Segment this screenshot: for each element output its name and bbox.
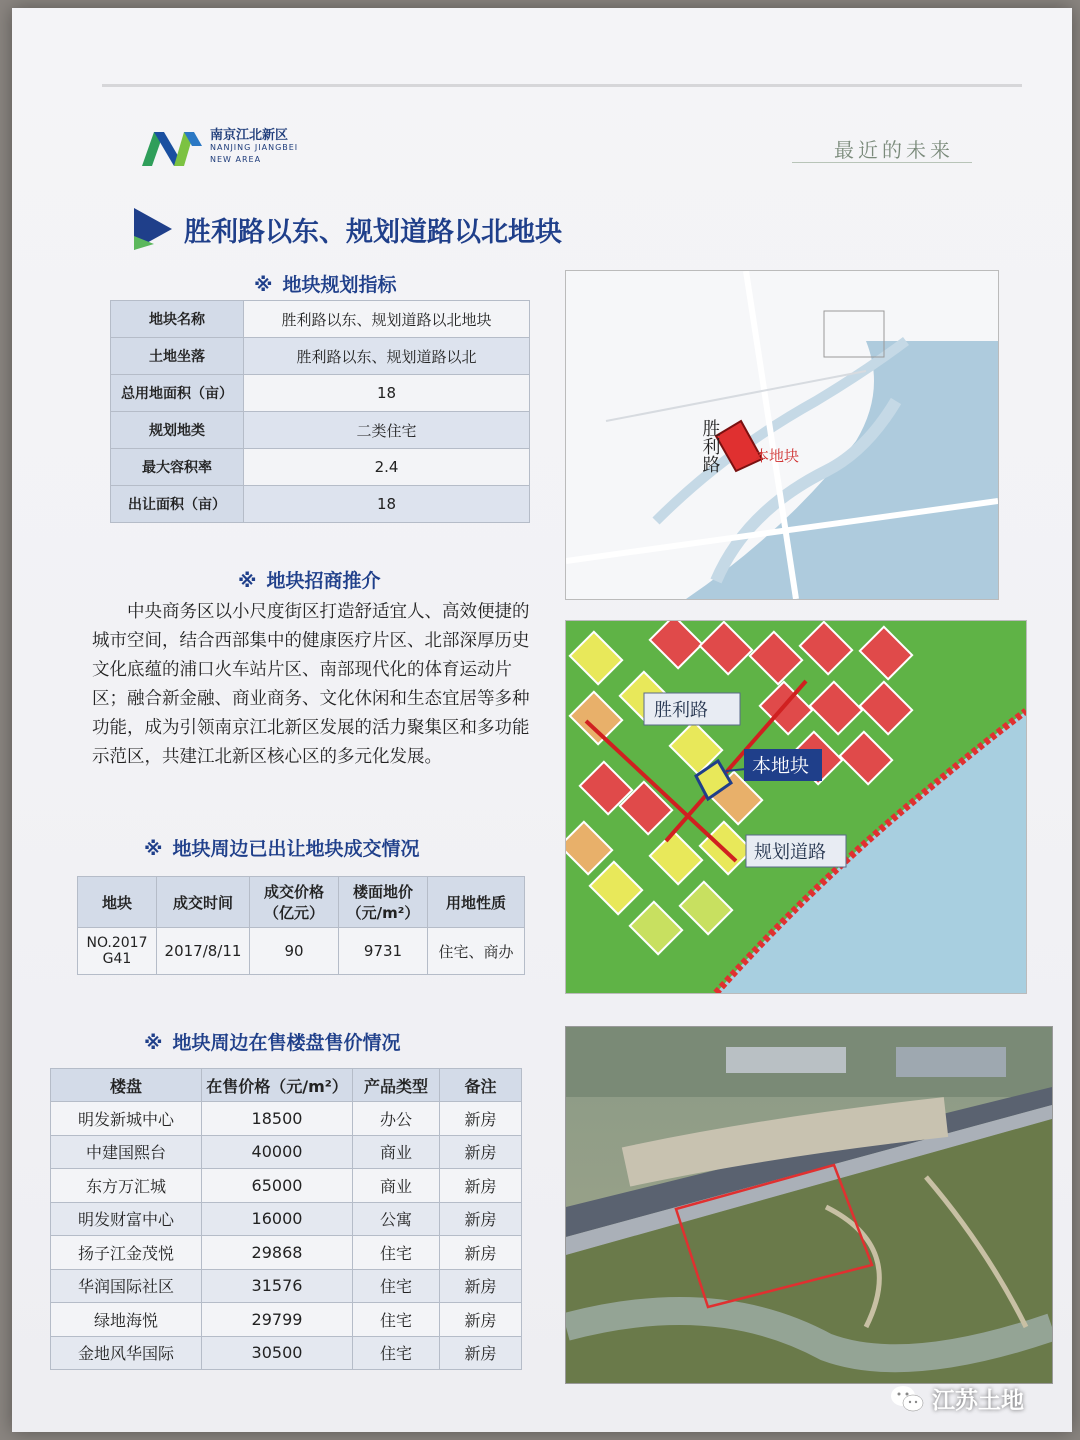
row-value: 二类住宅 xyxy=(244,412,530,449)
map2-planned-road-label: 规划道路 xyxy=(754,842,826,863)
row-value: 胜利路以东、规划道路以北地块 xyxy=(244,301,530,338)
table-cell: 90 xyxy=(250,928,339,975)
table-cell: 29799 xyxy=(202,1303,353,1337)
column-header: 备注 xyxy=(440,1069,522,1102)
section-marker: ※ xyxy=(144,838,163,860)
watermark-text: 江苏土地 xyxy=(932,1388,1024,1414)
row-value: 18 xyxy=(244,375,530,412)
column-header: 成交时间 xyxy=(157,877,250,928)
table-cell: 31576 xyxy=(202,1269,353,1303)
section-marker: ※ xyxy=(144,1032,163,1054)
watermark xyxy=(890,1382,1024,1415)
column-header: 楼盘 xyxy=(51,1069,202,1102)
table-header-row xyxy=(78,877,525,928)
table-cell: 65000 xyxy=(202,1169,353,1203)
table-cell: 住宅 xyxy=(353,1236,440,1270)
table-cell: NO.2017G41 xyxy=(78,928,157,975)
map2-plot-label: 本地块 xyxy=(752,755,810,777)
table-row xyxy=(51,1236,522,1270)
table-cell: 新房 xyxy=(440,1135,522,1169)
table-cell: 新房 xyxy=(440,1269,522,1303)
table-cell: 住宅 xyxy=(353,1269,440,1303)
table-cell: 18500 xyxy=(202,1102,353,1136)
row-value: 胜利路以东、规划道路以北 xyxy=(244,338,530,375)
table-cell: 2017/8/11 xyxy=(157,928,250,975)
section-title-text: 地块招商推介 xyxy=(266,570,381,592)
table-cell: 新房 xyxy=(440,1169,522,1203)
table-row xyxy=(111,449,530,486)
column-header: 地块 xyxy=(78,877,157,928)
table-cell: 40000 xyxy=(202,1135,353,1169)
table-cell: 扬子江金茂悦 xyxy=(51,1236,202,1270)
table-cell: 中建国熙台 xyxy=(51,1135,202,1169)
logo-mark-icon xyxy=(140,126,204,170)
table-row xyxy=(51,1202,522,1236)
table-row xyxy=(111,338,530,375)
row-value: 18 xyxy=(244,486,530,523)
section-title-promotion xyxy=(238,566,381,593)
table-row xyxy=(51,1135,522,1169)
section-title-text: 地块规划指标 xyxy=(282,274,397,296)
table-cell: 16000 xyxy=(202,1202,353,1236)
page-title: 胜利路以东、规划道路以北地块 xyxy=(184,217,562,248)
transactions-table xyxy=(77,876,525,975)
table-row xyxy=(51,1102,522,1136)
table-cell: 绿地海悦 xyxy=(51,1303,202,1337)
map1-plot-label: 本地块 xyxy=(754,447,800,465)
table-row xyxy=(111,412,530,449)
logo-chinese-name: 南京江北新区 xyxy=(210,128,289,143)
row-key: 规划地类 xyxy=(111,412,244,449)
section-title-on-sale xyxy=(144,1028,401,1055)
table-row xyxy=(111,486,530,523)
logo xyxy=(140,126,298,170)
table-row xyxy=(78,928,525,975)
table-cell: 商业 xyxy=(353,1135,440,1169)
slogan: 最近的未来 xyxy=(834,138,954,162)
table-header-row xyxy=(51,1069,522,1102)
table-cell: 办公 xyxy=(353,1102,440,1136)
table-cell: 明发新城中心 xyxy=(51,1102,202,1136)
table-cell: 29868 xyxy=(202,1236,353,1270)
table-cell: 华润国际社区 xyxy=(51,1269,202,1303)
row-key: 最大容积率 xyxy=(111,449,244,486)
table-row xyxy=(111,301,530,338)
table-cell: 金地风华国际 xyxy=(51,1336,202,1370)
title-arrow-icon xyxy=(132,206,174,252)
table-row xyxy=(51,1303,522,1337)
table-cell: 住宅、商办 xyxy=(428,928,525,975)
table-cell: 新房 xyxy=(440,1336,522,1370)
map2-road-label: 胜利路 xyxy=(654,700,708,721)
section-title-text: 地块周边在售楼盘售价情况 xyxy=(172,1032,401,1054)
section-title-planning xyxy=(254,270,397,297)
wechat-icon xyxy=(890,1384,924,1414)
table-cell: 30500 xyxy=(202,1336,353,1370)
table-cell: 东方万汇城 xyxy=(51,1169,202,1203)
section-marker: ※ xyxy=(254,274,273,296)
logo-english-name-1: NANJING JIANGBEI xyxy=(210,143,299,152)
table-cell: 新房 xyxy=(440,1236,522,1270)
table-cell: 新房 xyxy=(440,1303,522,1337)
promotion-text: 中央商务区以小尺度街区打造舒适宜人、高效便捷的城市空间，结合西部集中的健康医疗片区、北部深厚历史文化底蕴的浦口火车站片区、南部现代化的体育运动片区；融合新金融、商业商务、文化休闲和生态宜居等多种功能，成为引领南京江北新区发展的活力聚集区和多功能示范区，共建江北新区核心区的多元化发展。 xyxy=(92,602,530,767)
table-cell: 公寓 xyxy=(353,1202,440,1236)
row-key: 地块名称 xyxy=(111,301,244,338)
column-header: 用地性质 xyxy=(428,877,525,928)
slogan-underline xyxy=(792,162,972,163)
table-row xyxy=(51,1336,522,1370)
map1-road-label: 胜利路 xyxy=(699,419,721,473)
section-title-text: 地块周边已出让地块成交情况 xyxy=(172,838,420,860)
column-header: 在售价格（元/m²） xyxy=(202,1069,353,1102)
table-cell: 新房 xyxy=(440,1202,522,1236)
table-row xyxy=(51,1269,522,1303)
column-header: 产品类型 xyxy=(353,1069,440,1102)
table-row xyxy=(111,375,530,412)
location-map xyxy=(565,270,999,600)
zoning-map xyxy=(565,620,1027,994)
table-cell: 9731 xyxy=(339,928,428,975)
column-header: 成交价格（亿元） xyxy=(250,877,339,928)
table-cell: 商业 xyxy=(353,1169,440,1203)
table-cell: 新房 xyxy=(440,1102,522,1136)
table-cell: 住宅 xyxy=(353,1336,440,1370)
top-rule xyxy=(102,84,1022,87)
document-page xyxy=(12,8,1072,1432)
table-cell: 明发财富中心 xyxy=(51,1202,202,1236)
row-key: 土地坐落 xyxy=(111,338,244,375)
planning-indicators-table xyxy=(110,300,530,523)
on-sale-projects-table xyxy=(50,1068,522,1370)
section-marker: ※ xyxy=(238,570,257,592)
row-key: 总用地面积（亩） xyxy=(111,375,244,412)
section-title-transactions xyxy=(144,834,420,861)
row-value: 2.4 xyxy=(244,449,530,486)
row-key: 出让面积（亩） xyxy=(111,486,244,523)
logo-english-name-2: NEW AREA xyxy=(210,155,262,164)
table-cell: 住宅 xyxy=(353,1303,440,1337)
aerial-photo xyxy=(565,1026,1053,1384)
column-header: 楼面地价（元/m²） xyxy=(339,877,428,928)
table-row xyxy=(51,1169,522,1203)
